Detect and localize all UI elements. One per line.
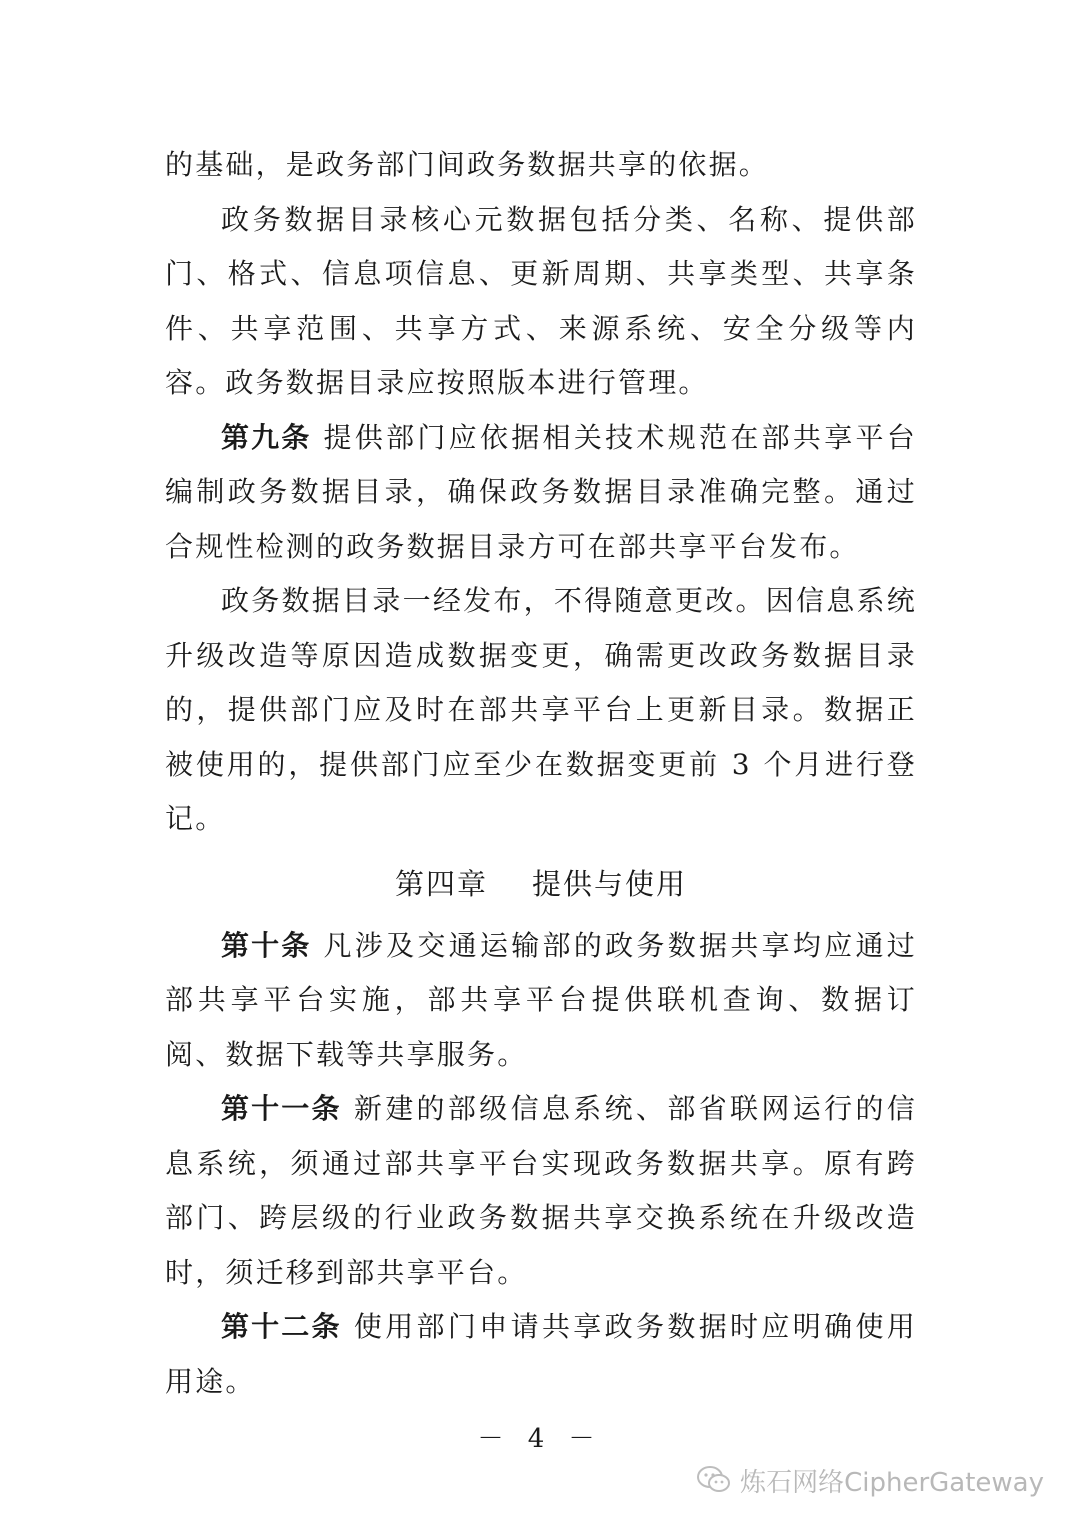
chapter-heading [165,857,917,911]
page-number: － 4 － [477,1424,603,1454]
watermark-text: 炼石网络CipherGateway [740,1467,1044,1498]
article-10: 第十条 凡涉及交通运输部的政务数据共享均应通过部共享平台实施，部共享平台提供联机查询、数据订阅、数据下载等共享服务。 [165,928,917,1071]
chapter-title: 提供与使用 [532,866,688,901]
article-12: 第十二条 使用部门申请共享政务数据时应明确使用用途。 [165,1310,917,1398]
article-12-heading: 第十二条 [221,1310,342,1343]
document-body [165,138,917,1409]
watermark [696,1460,1044,1500]
chapter-number: 第四章 [394,866,488,901]
paragraph-1: 的基础，是政务部门间政务数据共享的依据。 [165,148,770,181]
article-9: 第九条 提供部门应依据相关技术规范在部共享平台编制政务数据目录，确保政务数据目录准确完整。通过合规性检测的政务数据目录方可在部共享平台发布。 [165,420,917,563]
paragraph-4: 政务数据目录一经发布，不得随意更改。因信息系统升级改造等原因造成数据变更，确需更改政务数据目录的，提供部门应及时在部共享平台上更新目录。数据正被使用的，提供部门应至少在数据变更前 3 个月进行登记。 [165,584,917,835]
article-10-heading: 第十条 [221,928,312,962]
article-11: 第十一条 新建的部级信息系统、部省联网运行的信息系统，须通过部共享平台实现政务数据共享。原有跨部门、跨层级的行业政务数据共享交换系统在升级改造时，须迁移到部共享平台。 [165,1092,917,1289]
article-9-heading: 第九条 [221,420,312,454]
wechat-icon [696,1464,732,1496]
article-11-heading: 第十一条 [221,1092,342,1125]
paragraph-2: 政务数据目录核心元数据包括分类、名称、提供部门、格式、信息项信息、更新周期、共享类型、共享条件、共享范围、共享方式、来源系统、安全分级等内容。政务数据目录应按照版本进行管理。 [165,202,917,399]
